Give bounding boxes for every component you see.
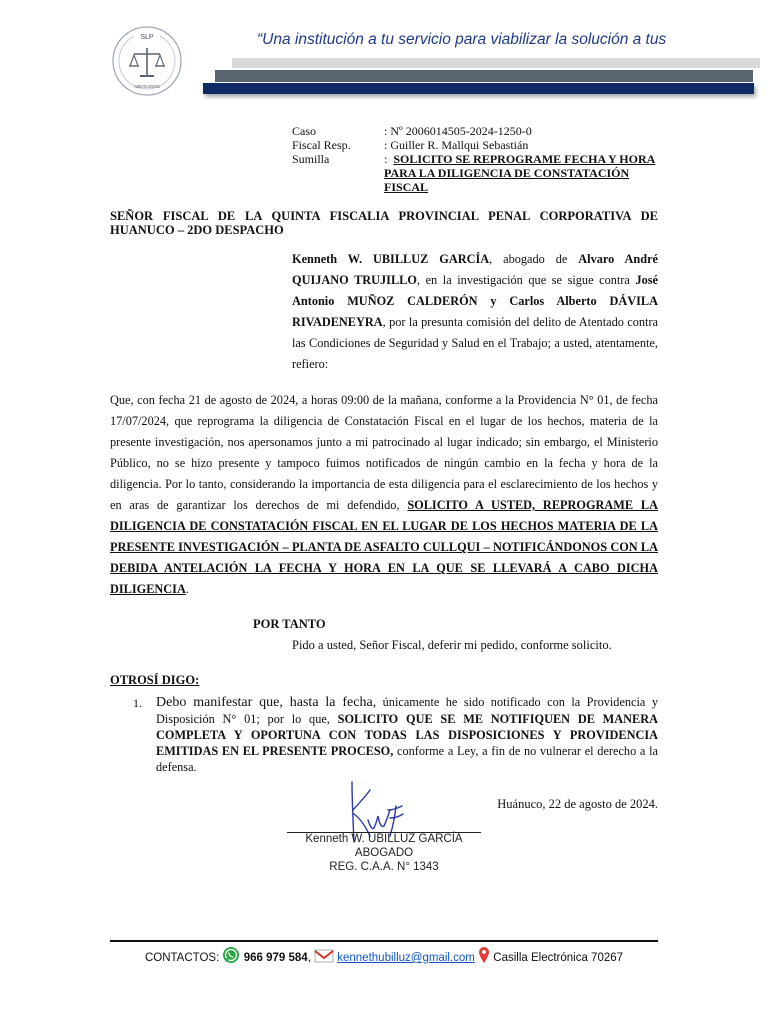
footer-divider <box>110 940 658 942</box>
intro-text-2: , en la investigación que se sigue contra <box>416 273 636 287</box>
gmail-icon <box>314 948 334 967</box>
signer-registration: REG. C.A.A. N° 1343 <box>329 861 439 873</box>
sumilla-value: SOLICITO SE REPROGRAME FECHA Y HORA PARA LA DILIGENCIA DE CONSTATACIÓN FISCAL <box>384 152 656 194</box>
pido-text: Pido a usted, Señor Fiscal, deferir mi pedido, conforme solicito. <box>292 638 612 652</box>
firm-logo <box>110 26 184 96</box>
addressee: SEÑOR FISCAL DE LA QUINTA FISCALIA PROVINCIAL PENAL CORPORATIVA DE HUANUCO – 2DO DESPACHO <box>110 209 658 237</box>
signature-block <box>270 832 498 874</box>
lawyer-name: Kenneth W. UBILLUZ GARCÍA <box>292 252 490 266</box>
location-pin-icon <box>478 946 490 967</box>
otrosi-text-1: únicamente he sido notificado con la Providencia y Disposición N° 01; por lo que, <box>156 695 658 726</box>
otrosi-text-2: conforme a Ley, a fin de no vulnerar el derecho a la defensa. <box>156 744 658 774</box>
sumilla-colon: : <box>384 152 388 166</box>
por-tanto-heading: POR TANTO <box>253 617 326 631</box>
contacts-label: CONTACTOS: <box>144 952 220 964</box>
casilla-electronica: Casilla Electrónica 70267 <box>493 952 624 964</box>
whatsapp-icon <box>222 946 240 967</box>
defendants-names: José Antonio MUÑOZ CALDERÓN y Carlos Alberto DÁVILA RIVADENEYRA <box>292 273 658 329</box>
otrosi-heading: OTROSÍ DIGO: <box>110 673 200 687</box>
header-bar-dark <box>203 83 754 94</box>
logo-text: SLP <box>140 34 154 41</box>
logo-subtext: ABOGADOS <box>134 84 160 89</box>
otrosi-lead: Debo manifestar que, hasta la fecha, <box>156 695 377 710</box>
footer-contacts <box>110 946 658 967</box>
list-item <box>156 694 658 775</box>
header-bar-light <box>232 58 760 68</box>
header-bar-mid <box>215 70 753 82</box>
list-number: 1. <box>133 696 142 710</box>
email-link[interactable]: kennethubilluz@gmail.com <box>337 952 475 964</box>
caso-value: : Nº 2006014505-2024-1250-0 <box>384 124 532 138</box>
body-end: . <box>185 582 189 596</box>
case-metadata <box>292 124 658 194</box>
footer-separator: , <box>307 952 311 964</box>
fiscal-label: Fiscal Resp. <box>292 138 351 152</box>
caso-label: Caso <box>292 124 316 138</box>
sumilla-label: Sumilla <box>292 152 330 166</box>
intro-paragraph <box>292 249 658 375</box>
intro-text-3: , por la presunta comisión del delito de Atentado contra las Condiciones de Seguridad y Salud en el Trabajo; a usted, atentamente, refiero: <box>292 315 658 371</box>
client-name: Alvaro André QUIJANO TRUJILLO <box>292 252 658 287</box>
body-text: Que, con fecha 21 de agosto de 2024, a horas 09:00 de la mañana, conforme a la Providencia N° 01, de fecha 17/07/2024, que reprograma la diligencia de Constatación Fiscal en el lugar de los hechos, materia de la presente investigación, nos apersonamos junto a mi patrocinado al lugar indicado; sin embargo, el Ministerio Público, no se hizo presente y tampoco fuimos notificados de ningún cambio en la fecha y hora de la diligencia. Por lo tanto, considerando la importancia de esta diligencia para el esclarecimiento de los hechos y en aras de garantizar los derechos de mi defendido, <box>110 393 658 512</box>
body-paragraph <box>110 390 658 600</box>
fiscal-value: : Guiller R. Mallqui Sebastián <box>384 138 529 152</box>
signature-date: Huánuco, 22 de agosto de 2024. <box>497 797 658 811</box>
main-request: SOLICITO A USTED, REPROGRAME LA DILIGENCIA DE CONSTATACIÓN FISCAL EN EL LUGAR DE LOS HECHOS MATERIA DE LA PRESENTE INVESTIGACIÓN – PLANTA DE ASFALTO CULLQUI – NOTIFICÁNDONOS CON LA DEBIDA ANTELACIÓN LA FECHA Y HORA EN LA QUE SE LLEVARÁ A CABO DICHA DILIGENCIA <box>110 498 658 596</box>
otrosi-request: SOLICITO QUE SE ME NOTIFIQUEN DE MANERA COMPLETA Y OPORTUNA CON TODAS LAS DISPOSICIONES Y PROVIDENCIA EMITIDAS EN EL PRESENTE PROCESO, <box>156 712 658 758</box>
signer-name: Kenneth W. UBILLUZ GARCÍA <box>305 833 463 845</box>
phone-number: 966 979 584 <box>243 952 308 964</box>
intro-text-1: , abogado de <box>489 252 579 266</box>
signer-title: ABOGADO <box>354 847 414 859</box>
slogan: “Una institución a tu servicio para viabilizar la solución a tus <box>257 31 667 48</box>
